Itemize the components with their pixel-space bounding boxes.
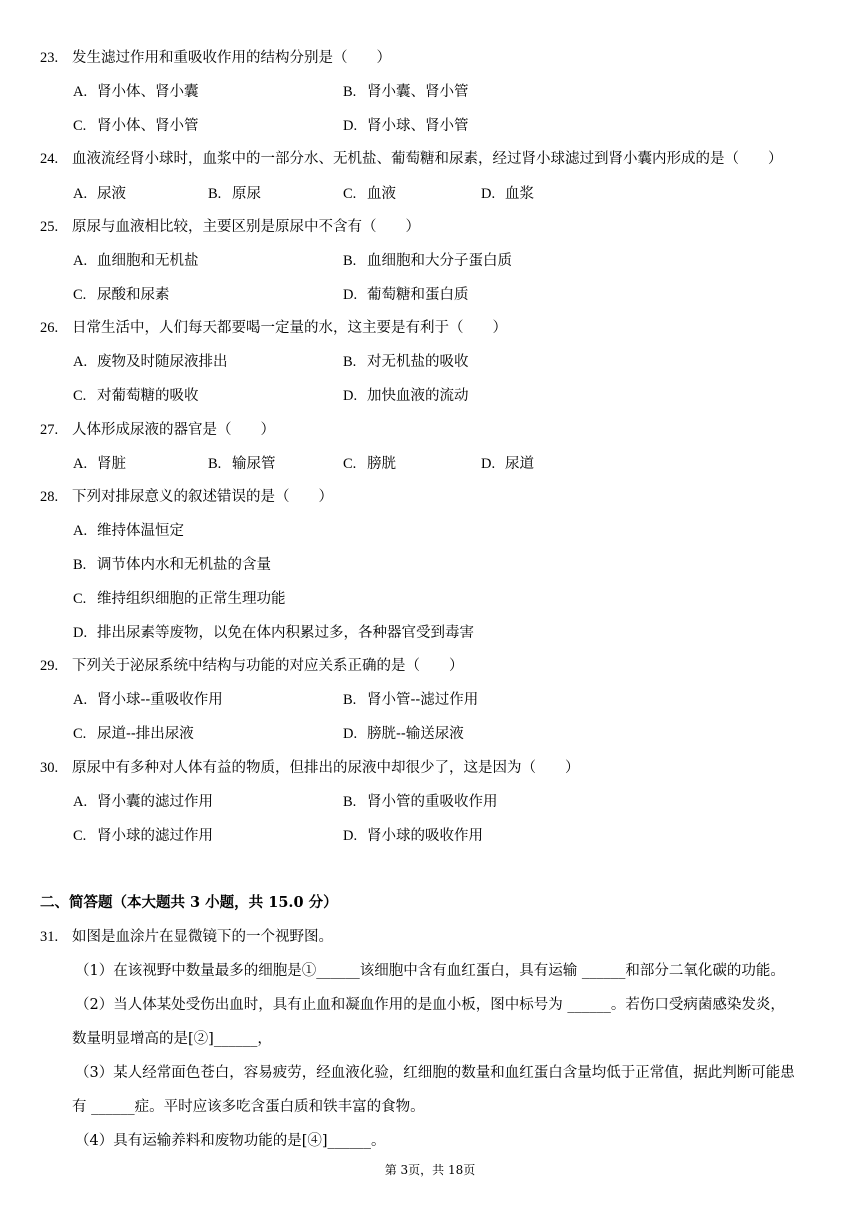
option-c [73,724,194,744]
option-d [343,724,464,744]
option-c [73,116,199,136]
option-a [73,521,184,541]
option-letter: D. [343,287,358,303]
option-a [73,454,126,474]
question-number: 28. [40,489,59,505]
option-text: 维持组织细胞的正常生理功能 [97,591,286,607]
option-letter: C. [73,591,87,607]
option-letter: C. [73,388,87,404]
question-stem: 血液流经肾小球时，血浆中的一部分水、无机盐、葡萄糖和尿素，经过肾小球滤过到肾小囊内形成的是（ ） [72,151,783,167]
sub-question-4: （4）具有运输养料和废物功能的是[④]______。 [75,1133,386,1149]
option-a [73,82,199,102]
question-number: 26. [40,320,59,336]
option-b [343,352,469,372]
option-b [343,82,469,102]
question-stem: 发生滤过作用和重吸收作用的结构分别是（ ） [72,50,391,66]
option-a [73,352,228,372]
question-number: 31. [40,929,59,945]
option-text: 葡萄糖和蛋白质 [367,287,469,303]
option-letter: D. [343,388,358,404]
question-stem: 原尿中有多种对人体有益的物质，但排出的尿液中却很少了，这是因为（ ） [72,760,580,776]
question-27 [40,420,275,440]
option-text: 肾小管--滤过作用 [367,692,479,708]
question-stem: 如图是血涂片在显微镜下的一个视野图。 [72,929,333,945]
question-25 [40,217,420,237]
option-text: 血细胞和无机盐 [97,253,199,269]
option-letter: C. [73,726,87,742]
option-b [73,555,271,575]
option-d [481,184,534,204]
question-stem: 人体形成尿液的器官是（ ） [72,422,275,438]
option-letter: A. [73,84,88,100]
option-text: 血细胞和大分子蛋白质 [367,253,512,269]
question-number: 30. [40,760,59,776]
option-letter: B. [73,557,87,573]
option-text: 加快血液的流动 [367,388,469,404]
option-c [73,589,286,609]
sub-question-3-continued: 有 ______症。平时应该多吃含蛋白质和铁丰富的食物。 [72,1099,425,1115]
option-text: 废物及时随尿液排出 [97,354,228,370]
option-letter: C. [343,456,357,472]
question-24 [40,149,783,169]
option-c [343,454,396,474]
option-letter: B. [208,186,222,202]
sub-question-3: （3）某人经常面色苍白，容易疲劳，经血液化验，红细胞的数量和血红蛋白含量均低于正常值，据此判断可能患 [75,1065,795,1081]
question-stem: 下列关于泌尿系统中结构与功能的对应关系正确的是（ ） [72,658,464,674]
option-text: 肾小球--重吸收作用 [97,692,223,708]
option-letter: B. [343,84,357,100]
question-28 [40,487,333,507]
option-d [343,386,469,406]
option-text: 肾小管的重吸收作用 [367,794,498,810]
question-31 [40,927,333,947]
option-letter: D. [343,118,358,134]
option-a [73,690,223,710]
option-letter: B. [343,354,357,370]
question-29 [40,656,464,676]
option-letter: D. [73,625,88,641]
option-text: 排出尿素等废物，以免在体内积累过多，各种器官受到毒害 [97,625,474,641]
question-number: 24. [40,151,59,167]
option-text: 肾小体、肾小囊 [97,84,199,100]
option-letter: A. [73,794,88,810]
option-text: 输尿管 [232,456,276,472]
option-d [481,454,534,474]
option-a [73,251,199,271]
option-d [343,285,469,305]
option-c [73,826,213,846]
question-stem: 下列对排尿意义的叙述错误的是（ ） [72,489,333,505]
option-letter: D. [481,456,496,472]
option-text: 调节体内水和无机盐的含量 [97,557,271,573]
option-letter: B. [343,794,357,810]
option-letter: A. [73,354,88,370]
option-letter: A. [73,253,88,269]
option-text: 肾小球、肾小管 [367,118,469,134]
question-stem: 原尿与血液相比较，主要区别是原尿中不含有（ ） [72,219,420,235]
question-26 [40,318,507,338]
question-number: 27. [40,422,59,438]
question-number: 25. [40,219,59,235]
option-text: 膀胱 [367,456,396,472]
option-d [343,826,483,846]
option-text: 维持体温恒定 [97,523,184,539]
option-a [73,792,213,812]
option-c [73,285,170,305]
option-text: 肾小球的滤过作用 [97,828,213,844]
option-text: 血浆 [505,186,534,202]
option-letter: A. [73,186,88,202]
option-text: 肾小囊的滤过作用 [97,794,213,810]
page-footer: 第 3页，共 18页 [384,1163,476,1177]
question-23 [40,48,391,68]
option-text: 肾小体、肾小管 [97,118,199,134]
question-30 [40,758,580,778]
option-a [73,184,126,204]
option-letter: C. [73,118,87,134]
option-text: 肾小球的吸收作用 [367,828,483,844]
question-number: 23. [40,50,59,66]
option-letter: D. [343,726,358,742]
option-letter: B. [343,253,357,269]
option-letter: B. [208,456,222,472]
option-letter: A. [73,523,88,539]
option-text: 尿液 [97,186,126,202]
question-stem: 日常生活中，人们每天都要喝一定量的水，这主要是有利于（ ） [72,320,507,336]
option-b [343,690,478,710]
option-letter: C. [343,186,357,202]
option-text: 原尿 [232,186,261,202]
option-b [343,251,512,271]
option-b [208,454,276,474]
option-text: 尿道 [505,456,534,472]
option-text: 对无机盐的吸收 [367,354,469,370]
sub-question-2-continued: 数量明显增高的是[②]______， [72,1031,272,1047]
option-text: 膀胱--输送尿液 [367,726,464,742]
option-letter: D. [343,828,358,844]
option-text: 对葡萄糖的吸收 [97,388,199,404]
question-number: 29. [40,658,59,674]
option-d [73,623,474,643]
option-letter: B. [343,692,357,708]
sub-question-1: （1）在该视野中数量最多的细胞是①______该细胞中含有血红蛋白，具有运输 ______和部分二氧化碳的功能。 [75,963,785,979]
option-text: 肾脏 [97,456,126,472]
option-b [208,184,261,204]
option-text: 肾小囊、肾小管 [367,84,469,100]
option-b [343,792,498,812]
option-d [343,116,469,136]
option-c [73,386,199,406]
option-c [343,184,396,204]
option-text: 尿酸和尿素 [97,287,170,303]
option-text: 尿道--排出尿液 [97,726,194,742]
option-letter: D. [481,186,496,202]
sub-question-2: （2）当人体某处受伤出血时，具有止血和凝血作用的是血小板，图中标号为 ______。若伤口受病菌感染发炎， [75,997,785,1013]
section-heading: 二、简答题（本大题共 3 小题，共 15.0 分） [40,894,338,911]
option-letter: A. [73,456,88,472]
option-letter: C. [73,287,87,303]
option-text: 血液 [367,186,396,202]
option-letter: A. [73,692,88,708]
option-letter: C. [73,828,87,844]
